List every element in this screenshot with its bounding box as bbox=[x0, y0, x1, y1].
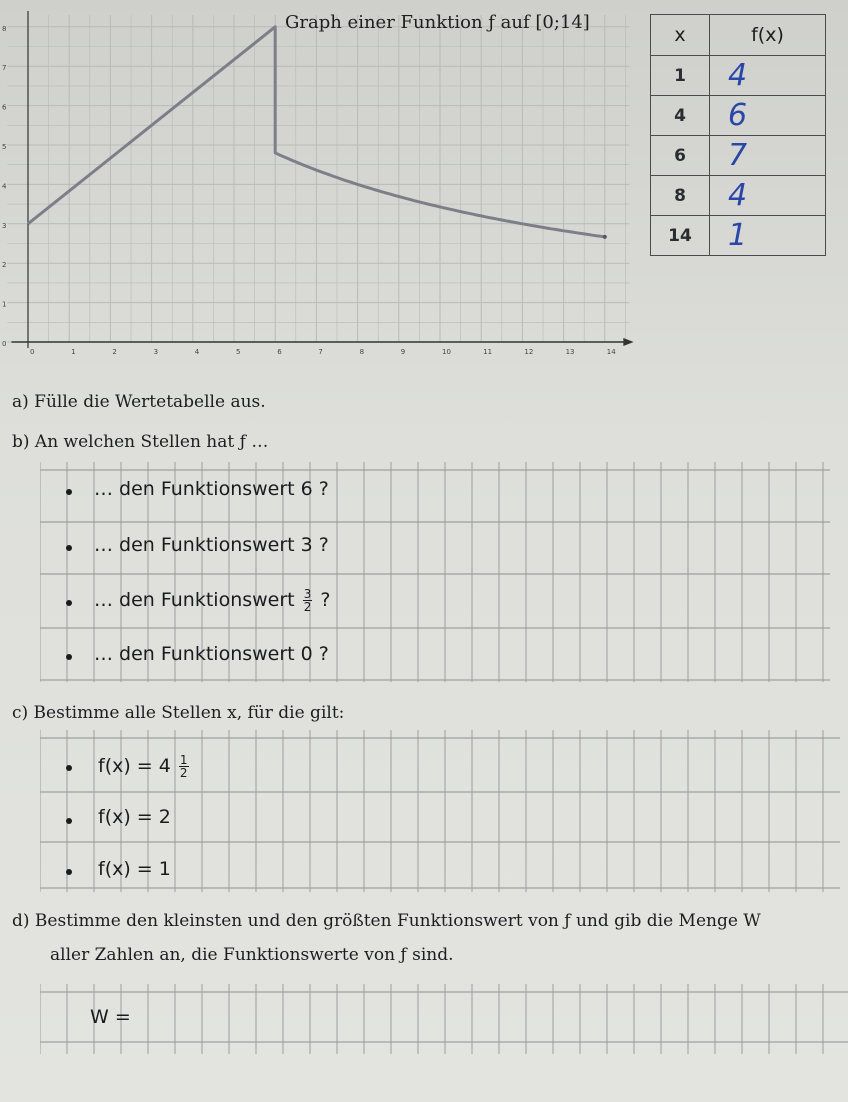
y-tick-label: 6 bbox=[2, 103, 7, 112]
x-cell: 6 bbox=[651, 136, 710, 176]
y-tick-label: 3 bbox=[2, 221, 7, 230]
x-tick-label: 8 bbox=[359, 348, 365, 356]
y-tick-label: 1 bbox=[2, 300, 7, 309]
curve-endpoint bbox=[603, 235, 607, 239]
fx-cell[interactable]: 7 bbox=[710, 136, 826, 176]
fx-cell[interactable]: 1 bbox=[710, 216, 826, 256]
task-d-line2: aller Zahlen an, die Funktionswerte von ƒ sind. bbox=[50, 945, 454, 965]
fraction-denominator: 2 bbox=[303, 600, 312, 614]
function-graph bbox=[0, 0, 640, 380]
x-tick-label: 6 bbox=[277, 348, 282, 356]
table-row bbox=[651, 216, 826, 256]
y-tick-label: 8 bbox=[2, 24, 7, 33]
task-d-line1: d) Bestimme den kleinsten und den größten Funktionswert von ƒ und gib die Menge W bbox=[12, 911, 761, 931]
b-item-3-text: … den Funktionswert bbox=[94, 589, 295, 611]
x-cell: 8 bbox=[651, 176, 710, 216]
table-row bbox=[651, 96, 826, 136]
x-tick-label: 12 bbox=[524, 348, 534, 356]
table-row bbox=[651, 176, 826, 216]
y-tick-label: 0 bbox=[2, 340, 7, 348]
x-tick-label: 11 bbox=[483, 348, 493, 356]
x-tick-label: 5 bbox=[236, 348, 241, 356]
bullet bbox=[66, 869, 72, 875]
b-item-3 bbox=[94, 588, 330, 613]
x-tick-label: 3 bbox=[153, 348, 159, 356]
bullet bbox=[66, 489, 72, 495]
table-row bbox=[651, 136, 826, 176]
graph-title: Graph einer Funktion ƒ auf [0;14] bbox=[285, 12, 590, 33]
bullet bbox=[66, 818, 72, 824]
b-item-2: … den Funktionswert 3 ? bbox=[94, 534, 329, 556]
x-tick-label: 1 bbox=[71, 348, 76, 356]
table-row bbox=[651, 56, 826, 96]
x-cell: 1 bbox=[651, 56, 710, 96]
bullet bbox=[66, 600, 72, 606]
b-item-4: … den Funktionswert 0 ? bbox=[94, 643, 329, 665]
x-cell: 4 bbox=[651, 96, 710, 136]
x-axis-arrow bbox=[623, 338, 633, 346]
task-b: b) An welchen Stellen hat ƒ … bbox=[12, 432, 269, 452]
fx-column-header: f(x) bbox=[710, 15, 826, 56]
y-tick-label: 7 bbox=[2, 64, 7, 73]
fx-cell[interactable]: 4 bbox=[710, 176, 826, 216]
x-tick-label: 10 bbox=[442, 348, 451, 356]
question-mark: ? bbox=[320, 589, 331, 611]
bullet bbox=[66, 765, 72, 771]
x-tick-label: 2 bbox=[112, 348, 117, 356]
fraction-numerator: 1 bbox=[179, 753, 188, 767]
y-tick-label: 2 bbox=[2, 261, 7, 270]
c-item-1-text: f(x) = 4 bbox=[98, 755, 171, 777]
w-answer-label: W = bbox=[90, 1006, 131, 1028]
x-tick-label: 0 bbox=[30, 348, 35, 356]
c-item-3: f(x) = 1 bbox=[98, 858, 171, 880]
fx-cell[interactable]: 6 bbox=[710, 96, 826, 136]
c-item-1 bbox=[98, 754, 191, 779]
y-tick-label: 4 bbox=[2, 182, 7, 191]
fraction bbox=[303, 588, 313, 613]
fraction bbox=[179, 754, 189, 779]
b-item-1: … den Funktionswert 6 ? bbox=[94, 478, 329, 500]
fraction-denominator: 2 bbox=[179, 766, 188, 780]
x-column-header: x bbox=[651, 15, 710, 56]
value-table bbox=[650, 14, 826, 256]
x-tick-label: 14 bbox=[606, 348, 616, 356]
answer-grid-d[interactable] bbox=[40, 984, 848, 1054]
bullet bbox=[66, 545, 72, 551]
x-tick-label: 4 bbox=[194, 348, 200, 356]
value-table-header bbox=[651, 15, 826, 56]
task-a: a) Fülle die Wertetabelle aus. bbox=[12, 392, 266, 412]
c-item-2: f(x) = 2 bbox=[98, 806, 171, 828]
bullet bbox=[66, 654, 72, 660]
fx-cell[interactable]: 4 bbox=[710, 56, 826, 96]
x-tick-label: 7 bbox=[318, 348, 323, 356]
x-tick-label: 9 bbox=[400, 348, 406, 356]
x-tick-label: 13 bbox=[565, 348, 575, 356]
fraction-numerator: 3 bbox=[303, 587, 312, 601]
x-cell: 14 bbox=[651, 216, 710, 256]
task-c: c) Bestimme alle Stellen x, für die gilt: bbox=[12, 703, 345, 723]
y-tick-label: 5 bbox=[2, 143, 7, 151]
